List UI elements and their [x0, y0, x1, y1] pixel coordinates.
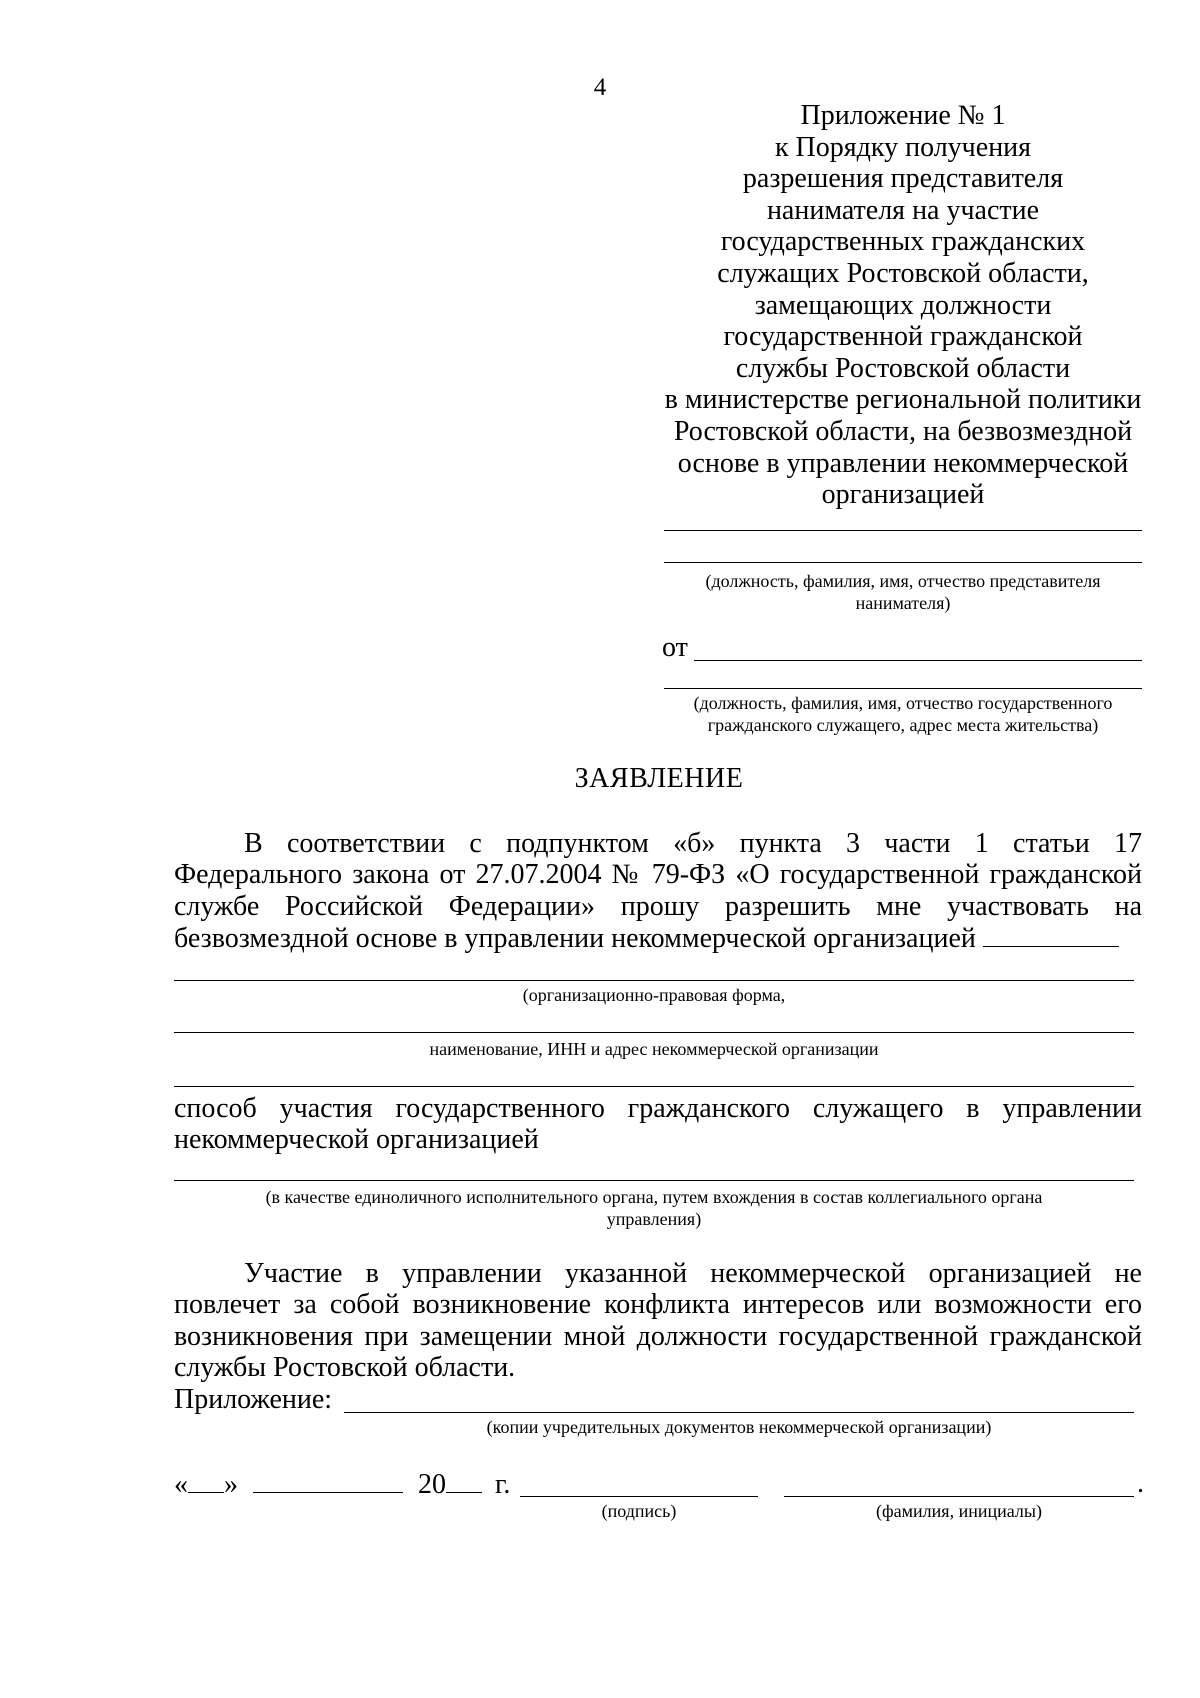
- addressee-line-1[interactable]: [664, 530, 1142, 531]
- signature-caption: (подпись): [601, 1501, 677, 1521]
- name-caption: (фамилия, инициалы): [876, 1501, 1042, 1521]
- open-quote: «: [174, 1469, 188, 1500]
- from-label: от: [662, 632, 688, 663]
- attachment-caption: (копии учредительных документов некоммерческой организации): [486, 1417, 992, 1437]
- org-line-2[interactable]: [174, 1032, 1134, 1033]
- method-paragraph: способ участия государственного гражданского служащего в управлении некоммерческой организацией: [174, 1093, 1142, 1156]
- appendix-header-line: в министерстве региональной политики: [664, 384, 1142, 416]
- addressee-caption-line: нанимателя): [855, 593, 951, 613]
- method-caption: [174, 1186, 1134, 1230]
- document-title: ЗАЯВЛЕНИЕ: [574, 763, 744, 794]
- year-field[interactable]: [446, 1468, 482, 1493]
- appendix-header-line: государственных гражданских: [720, 226, 1086, 258]
- appendix-header-line: государственной гражданской: [723, 321, 1083, 353]
- org-caption-2: наименование, ИНН и адрес некоммерческой организации: [429, 1039, 879, 1059]
- page-number: 4: [593, 74, 607, 101]
- sender-caption-line: (должность, фамилия, имя, отчество государственного: [693, 693, 1113, 713]
- sender-line-2[interactable]: [664, 688, 1142, 689]
- org-inline-blank[interactable]: [983, 922, 1119, 947]
- year-prefix: 20: [418, 1469, 446, 1500]
- appendix-header-line: Приложение № 1: [800, 100, 1006, 131]
- addressee-caption-line: (должность, фамилия, имя, отчество представителя: [705, 571, 1101, 591]
- appendix-header-line: основе в управлении некоммерческой: [677, 447, 1129, 479]
- request-text: В соответствии с подпунктом «б» пункта 3 части 1 статьи 17 Федерального закона от 27.07.2004 № 79-ФЗ «О государственной гражданской службе Российской Федерации» прошу разрешить мне участвовать на безвозмездной основе в управлении некоммерческой организацией: [174, 828, 1142, 955]
- request-paragraph: [174, 828, 1142, 955]
- appendix-header-line: замещающих должности: [754, 289, 1052, 321]
- end-mark: .: [1137, 1468, 1144, 1499]
- method-caption-line: (в качестве единоличного исполнительного органа, путем вхождения в состав коллегиального органа: [265, 1187, 1043, 1207]
- close-quote: »: [224, 1469, 238, 1500]
- appendix-header: [664, 100, 1142, 511]
- sender-line-1[interactable]: [694, 660, 1142, 661]
- org-line-3[interactable]: [174, 1086, 1134, 1087]
- appendix-header-line: нанимателя на участие: [766, 194, 1040, 226]
- addressee-line-2[interactable]: [664, 562, 1142, 563]
- appendix-header-line: службы Ростовской области: [735, 352, 1071, 384]
- day-field[interactable]: [188, 1468, 224, 1493]
- attachment-label: Приложение:: [174, 1384, 333, 1415]
- name-line[interactable]: [784, 1496, 1134, 1497]
- appendix-header-line: к Порядку получения: [774, 131, 1032, 163]
- conflict-paragraph: Участие в управлении указанной некоммерческой организацией не повлечет за собой возникновение конфликта интересов или возможности его возникновения при замещении мной должности государственной гражданской службы Ростовской области.: [174, 1258, 1142, 1384]
- appendix-header-line: служащих Ростовской области,: [717, 257, 1089, 289]
- org-caption-1: (организационно-правовая форма,: [522, 985, 786, 1005]
- method-line[interactable]: [174, 1180, 1134, 1181]
- attachment-row: [174, 1384, 332, 1416]
- appendix-header-line: Ростовской области, на безвозмездной: [673, 415, 1133, 447]
- org-line-1[interactable]: [174, 980, 1134, 981]
- attachment-line[interactable]: [344, 1412, 1134, 1413]
- method-caption-line: управления): [606, 1209, 702, 1229]
- date-signature-row: [174, 1468, 510, 1501]
- addressee-caption: [664, 570, 1142, 614]
- appendix-header-line: организацией: [821, 479, 985, 511]
- year-suffix: г.: [495, 1469, 511, 1500]
- month-field[interactable]: [253, 1468, 403, 1493]
- appendix-header-line: разрешения представителя: [742, 163, 1064, 195]
- sender-caption-line: гражданского служащего, адрес места жительства): [707, 715, 1099, 735]
- sender-caption: [664, 692, 1142, 736]
- signature-line[interactable]: [520, 1496, 758, 1497]
